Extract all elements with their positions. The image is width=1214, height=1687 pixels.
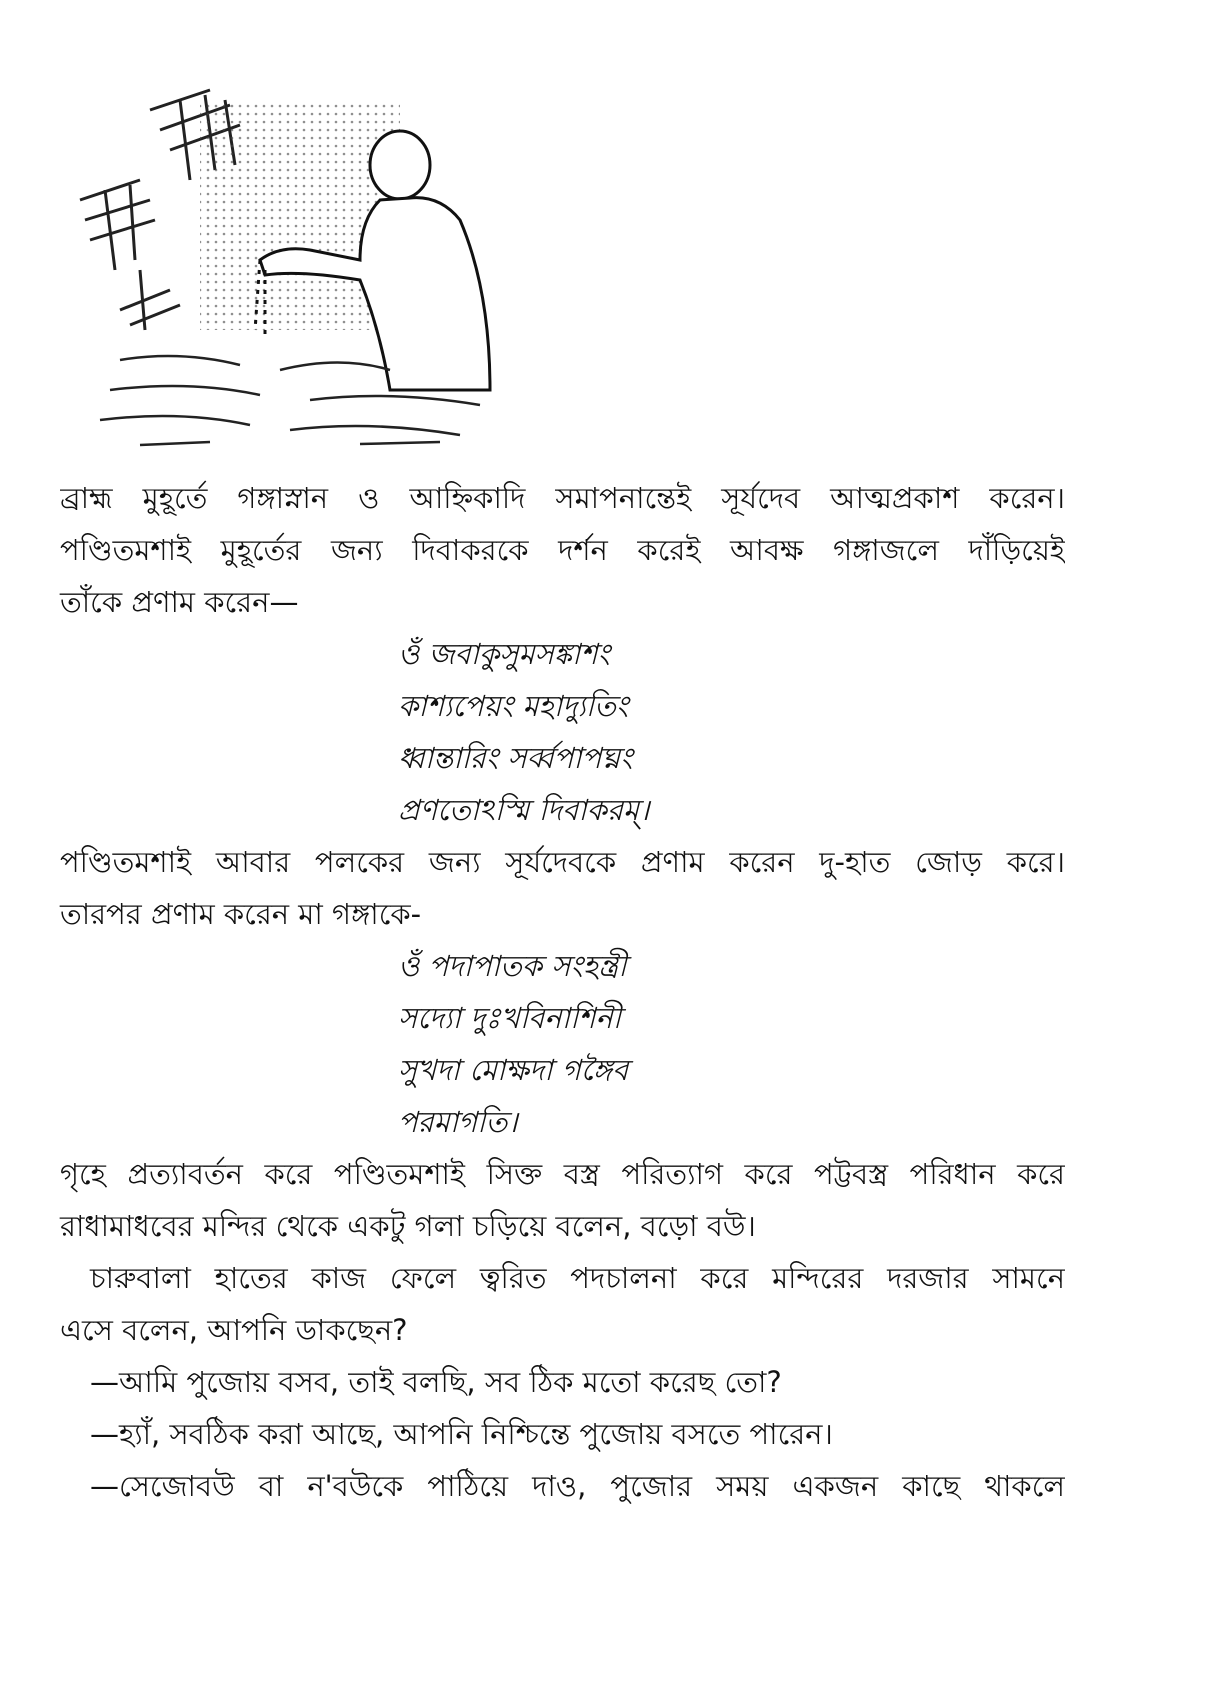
illustration-man-bathing-in-river: [60, 70, 520, 450]
paragraph-1-line-2: পণ্ডিতমশাই মুহূর্তের জন্য দিবাকরকে দর্শন করেই আবক্ষ গঙ্গাজলে দাঁড়িয়েই: [60, 533, 1065, 567]
verse-2-line-1: ওঁ পদাপাতক সংহন্ত্রী: [398, 949, 627, 983]
paragraph-3-line-2: রাধামাধবের মন্দির থেকে একটু গলা চড়িয়ে বলেন, বড়ো বউ।: [60, 1209, 756, 1243]
paragraph-4-line-2: এসে বলেন, আপনি ডাকছেন?: [60, 1313, 408, 1347]
verse-2-line-4: পরমাগতি।: [398, 1105, 518, 1139]
verse-1-line-1: ওঁ জবাকুসুমসঙ্কাশং: [398, 637, 610, 671]
dialogue-line-3: —সেজোবউ বা ন'বউকে পাঠিয়ে দাও, পুজোর সময় একজন কাছে থাকলে: [90, 1469, 1065, 1503]
paragraph-4-line-1: চারুবালা হাতের কাজ ফেলে ত্বরিত পদচালনা করে মন্দিরের দরজার সামনে: [90, 1261, 1065, 1295]
verse-1-line-2: কাশ্যপেয়ং মহাদ্যুতিং: [398, 689, 629, 723]
dialogue-line-1: —আমি পুজোয় বসব, তাই বলছি, সব ঠিক মতো করেছ তো?: [90, 1365, 782, 1399]
dialogue-line-2: —হ্যাঁ, সবঠিক করা আছে, আপনি নিশ্চিন্তে পুজোয় বসতে পারেন।: [90, 1417, 833, 1451]
paragraph-1-line-3: তাঁকে প্রণাম করেন—: [60, 585, 299, 619]
verse-1-line-3: ধ্বান্তারিং সর্ব্বপাপঘ্নং: [398, 741, 633, 775]
paragraph-1-line-1: ব্রাহ্ম মুহূর্তে গঙ্গাস্নান ও আহ্নিকাদি সমাপনান্তেই সূর্যদেব আত্মপ্রকাশ করেন।: [60, 481, 1065, 515]
verse-2-line-2: সদ্যো দুঃখবিনাশিনী: [398, 1001, 622, 1035]
body-text: [60, 472, 1065, 1512]
paragraph-2-line-1: পণ্ডিতমশাই আবার পলকের জন্য সূর্যদেবকে প্রণাম করেন দু-হাত জোড় করে।: [60, 845, 1065, 879]
verse-2-line-3: সুখদা মোক্ষদা গঙ্গৈব: [398, 1053, 629, 1087]
paragraph-2-line-2: তারপর প্রণাম করেন মা গঙ্গাকে-: [60, 897, 422, 931]
verse-1-line-4: প্রণতোঽস্মি দিবাকরম্।: [398, 793, 650, 827]
sketch-illustration: [60, 70, 520, 450]
paragraph-3-line-1: গৃহে প্রত্যাবর্তন করে পণ্ডিতমশাই সিক্ত বস্ত্র পরিত্যাগ করে পট্টবস্ত্র পরিধান করে: [60, 1157, 1065, 1191]
